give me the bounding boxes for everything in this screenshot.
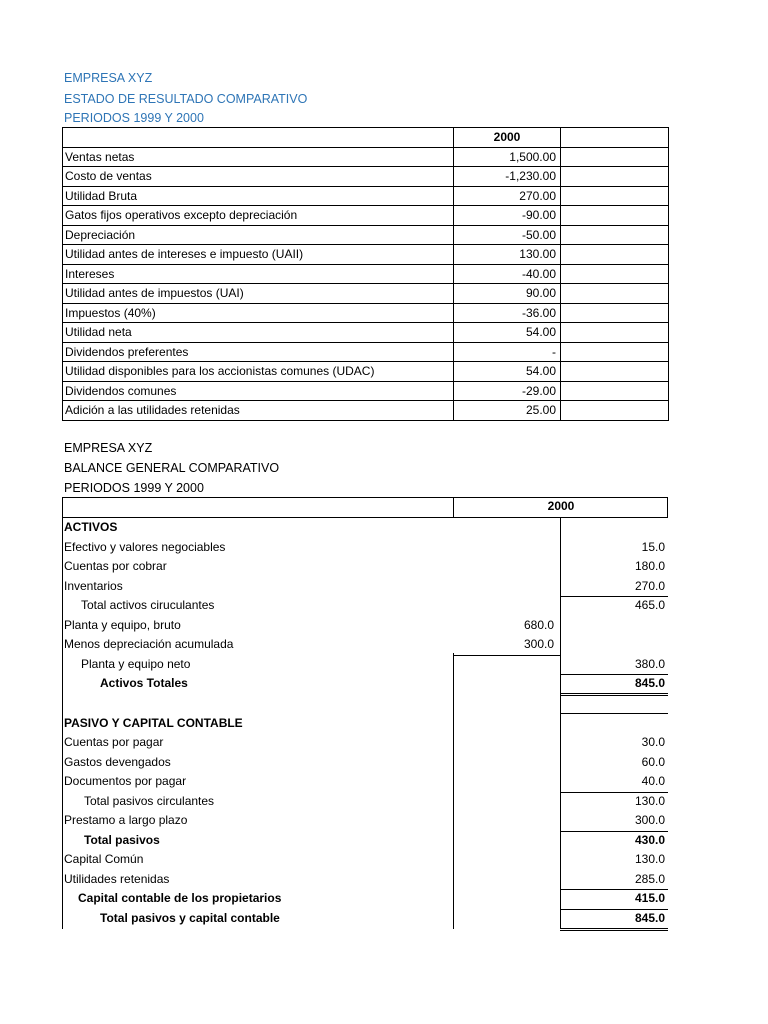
income-row bbox=[63, 245, 669, 265]
income-row-value: -36.00 bbox=[454, 303, 561, 323]
income-row-value: 25.00 bbox=[454, 401, 561, 421]
income-row-value: -90.00 bbox=[454, 206, 561, 226]
subtotal-rule bbox=[560, 909, 668, 910]
income-row-extra bbox=[561, 362, 669, 382]
income-row-label: Dividendos comunes bbox=[63, 381, 454, 401]
balance-row-label: Cuentas por pagar bbox=[64, 735, 164, 750]
income-statement-table bbox=[62, 127, 669, 421]
balance-row bbox=[62, 557, 668, 577]
income-row-extra bbox=[561, 401, 669, 421]
balance-company: EMPRESA XYZ bbox=[64, 441, 153, 455]
income-row-extra bbox=[561, 303, 669, 323]
balance-row-label: Planta y equipo, bruto bbox=[64, 617, 181, 632]
balance-row-label: Planta y equipo neto bbox=[81, 656, 191, 671]
balance-row-value: 285.0 bbox=[634, 871, 665, 886]
income-row bbox=[63, 147, 669, 167]
balance-row-value: 40.0 bbox=[641, 774, 665, 789]
balance-row-value: 30.0 bbox=[641, 735, 665, 750]
income-row-extra bbox=[561, 284, 669, 304]
balance-row-label: PASIVO Y CAPITAL CONTABLE bbox=[64, 715, 243, 730]
income-row-value: 1,500.00 bbox=[454, 147, 561, 167]
income-row bbox=[63, 381, 669, 401]
subtotal-rule bbox=[560, 713, 668, 714]
balance-row bbox=[62, 792, 668, 812]
income-row bbox=[63, 401, 669, 421]
income-row-extra bbox=[561, 245, 669, 265]
income-row-label: Utilidad neta bbox=[63, 323, 454, 343]
income-row-label: Depreciación bbox=[63, 225, 454, 245]
income-row bbox=[63, 206, 669, 226]
income-row-value: 54.00 bbox=[454, 362, 561, 382]
balance-row-value: 130.0 bbox=[634, 852, 665, 867]
balance-row-value: 15.0 bbox=[641, 539, 665, 554]
income-row-value: 130.00 bbox=[454, 245, 561, 265]
balance-row bbox=[62, 635, 668, 655]
balance-row-value: 300.0 bbox=[634, 813, 665, 828]
income-row-extra bbox=[561, 225, 669, 245]
balance-row-label: Efectivo y valores negociables bbox=[64, 539, 226, 554]
subtotal-rule bbox=[560, 831, 668, 832]
income-row-extra bbox=[561, 323, 669, 343]
balance-row bbox=[62, 538, 668, 558]
income-row-value: 54.00 bbox=[454, 323, 561, 343]
income-row-extra bbox=[561, 167, 669, 187]
balance-row bbox=[62, 518, 668, 538]
subtotal-rule bbox=[560, 596, 668, 597]
balance-top-border bbox=[62, 497, 668, 498]
income-row bbox=[63, 323, 669, 343]
income-row-label: Utilidad Bruta bbox=[63, 186, 454, 206]
subtotal-rule bbox=[560, 792, 668, 793]
income-row bbox=[63, 167, 669, 187]
income-row-value: - bbox=[454, 342, 561, 362]
income-row-value: -29.00 bbox=[454, 381, 561, 401]
balance-row-value: 430.0 bbox=[634, 832, 665, 847]
balance-row-label: Total pasivos circulantes bbox=[84, 793, 215, 808]
income-row-label: Costo de ventas bbox=[63, 167, 454, 187]
balance-period: PERIODOS 1999 Y 2000 bbox=[64, 481, 204, 495]
balance-row-label: Utilidades retenidas bbox=[64, 871, 170, 886]
income-row-extra bbox=[561, 206, 669, 226]
balance-row-label: ACTIVOS bbox=[64, 520, 118, 534]
balance-row bbox=[62, 909, 668, 929]
balance-row-subvalue: 680.0 bbox=[523, 617, 554, 632]
income-period: PERIODOS 1999 Y 2000 bbox=[64, 111, 204, 125]
income-extra-header bbox=[561, 128, 669, 148]
balance-row-value: 465.0 bbox=[634, 598, 665, 613]
income-row bbox=[63, 225, 669, 245]
balance-row-label: Menos depreciación acumulada bbox=[64, 637, 234, 652]
balance-row bbox=[62, 831, 668, 851]
balance-row bbox=[62, 870, 668, 890]
subtotal-rule bbox=[560, 674, 668, 675]
income-row bbox=[63, 362, 669, 382]
income-row-label: Dividendos preferentes bbox=[63, 342, 454, 362]
balance-row bbox=[62, 616, 668, 636]
balance-row-value: 845.0 bbox=[634, 911, 665, 925]
balance-row-value: 415.0 bbox=[634, 891, 665, 906]
balance-row-value: 380.0 bbox=[634, 656, 665, 671]
income-header-blank bbox=[63, 128, 454, 148]
income-row bbox=[63, 264, 669, 284]
income-row bbox=[63, 284, 669, 304]
double-rule bbox=[560, 928, 668, 931]
income-row-value: -40.00 bbox=[454, 264, 561, 284]
balance-row-label: Documentos por pagar bbox=[64, 774, 187, 789]
balance-row-label: Cuentas por cobrar bbox=[64, 559, 167, 574]
balance-row-label: Total pasivos bbox=[84, 832, 160, 847]
balance-row-label: Capital contable de los propietarios bbox=[78, 891, 282, 906]
income-year-header: 2000 bbox=[454, 128, 561, 148]
income-row-label: Gatos fijos operativos excepto depreciación bbox=[63, 206, 454, 226]
income-title: ESTADO DE RESULTADO COMPARATIVO bbox=[64, 92, 308, 106]
income-row-extra bbox=[561, 147, 669, 167]
balance-year-header: 2000 bbox=[547, 499, 575, 513]
balance-row-label: Inventarios bbox=[64, 578, 123, 593]
income-row-label: Ventas netas bbox=[63, 147, 454, 167]
income-row-label: Utilidad disponibles para los accionistas comunes (UDAC) bbox=[63, 362, 454, 382]
balance-row bbox=[62, 596, 668, 616]
balance-row-value: 270.0 bbox=[634, 578, 665, 593]
balance-row bbox=[62, 753, 668, 773]
balance-row-label: Prestamo a largo plazo bbox=[64, 813, 188, 828]
balance-row bbox=[62, 889, 668, 909]
balance-title: BALANCE GENERAL COMPARATIVO bbox=[64, 461, 280, 475]
balance-row-label: Capital Común bbox=[64, 852, 144, 867]
income-row-label: Adición a las utilidades retenidas bbox=[63, 401, 454, 421]
balance-row-value: 845.0 bbox=[634, 676, 665, 691]
balance-row-label: Total activos ciruculantes bbox=[81, 598, 215, 613]
income-row-label: Utilidad antes de intereses e impuesto (UAII) bbox=[63, 245, 454, 265]
income-row-value: -1,230.00 bbox=[454, 167, 561, 187]
balance-row-label: Total pasivos y capital contable bbox=[100, 911, 280, 925]
income-header-row bbox=[63, 128, 669, 148]
balance-row-label: Activos Totales bbox=[100, 676, 188, 691]
balance-row bbox=[62, 655, 668, 675]
balance-row bbox=[62, 674, 668, 694]
balance-row bbox=[62, 714, 668, 734]
balance-row bbox=[62, 811, 668, 831]
income-row-extra bbox=[561, 342, 669, 362]
balance-row-subvalue: 300.0 bbox=[523, 637, 554, 652]
subtotal-rule bbox=[560, 889, 668, 890]
income-row-label: Utilidad antes de impuestos (UAI) bbox=[63, 284, 454, 304]
balance-row bbox=[62, 733, 668, 753]
income-row-extra bbox=[561, 186, 669, 206]
income-row-label: Intereses bbox=[63, 264, 454, 284]
income-row bbox=[63, 303, 669, 323]
income-company: EMPRESA XYZ bbox=[64, 71, 153, 85]
income-row-value: 90.00 bbox=[454, 284, 561, 304]
balance-row bbox=[62, 772, 668, 792]
income-row bbox=[63, 186, 669, 206]
subtotal-rule bbox=[453, 655, 561, 656]
balance-row-value: 180.0 bbox=[634, 559, 665, 574]
income-row-extra bbox=[561, 381, 669, 401]
income-row bbox=[63, 342, 669, 362]
income-row-extra bbox=[561, 264, 669, 284]
balance-row bbox=[62, 850, 668, 870]
income-row-value: -50.00 bbox=[454, 225, 561, 245]
double-rule bbox=[560, 693, 668, 696]
income-row-value: 270.00 bbox=[454, 186, 561, 206]
income-row-label: Impuestos (40%) bbox=[63, 303, 454, 323]
balance-sheet bbox=[62, 497, 668, 929]
balance-row bbox=[62, 577, 668, 597]
balance-row-label: Gastos devengados bbox=[64, 754, 171, 769]
balance-row bbox=[62, 694, 668, 714]
balance-row-value: 60.0 bbox=[641, 754, 665, 769]
balance-row-value: 130.0 bbox=[634, 793, 665, 808]
